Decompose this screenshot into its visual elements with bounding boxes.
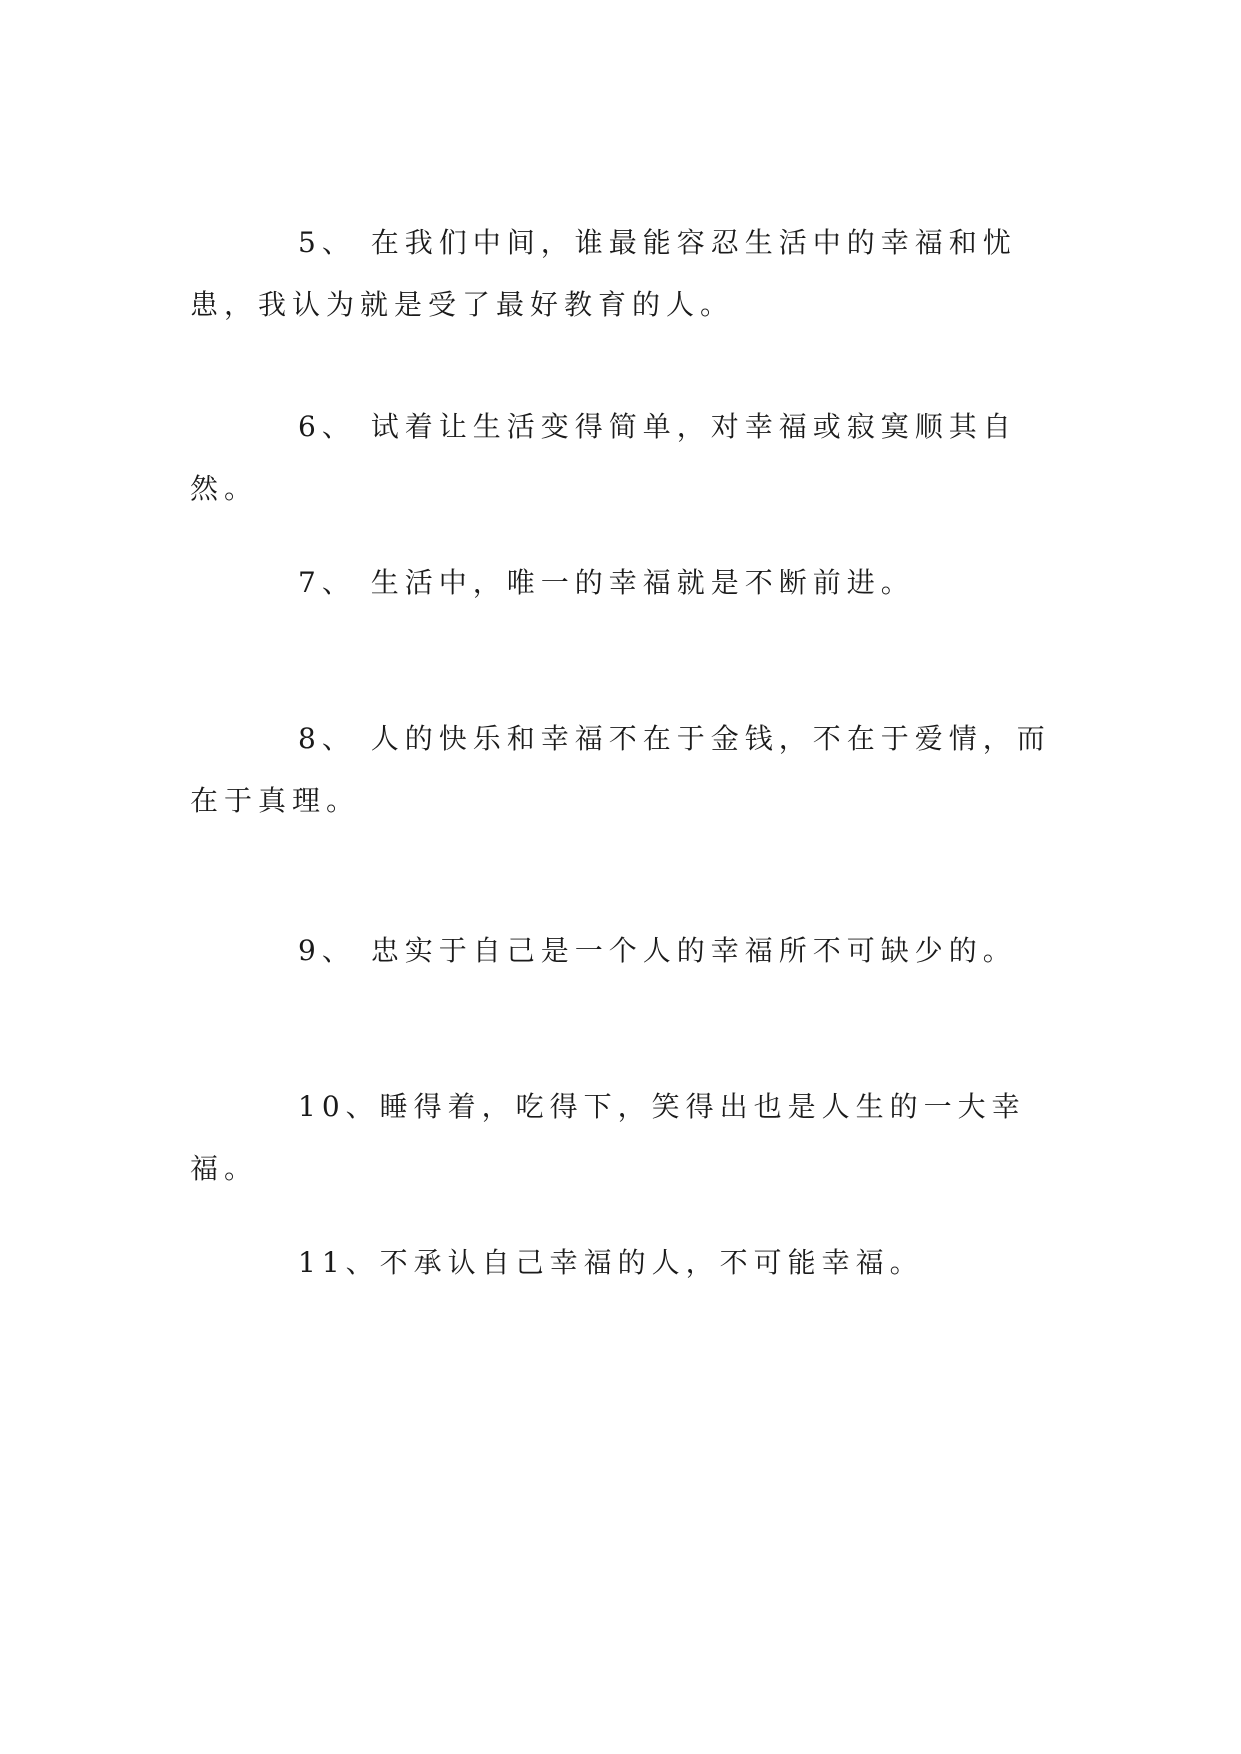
item-text: 睡得着，吃得下，笑得出也是人生的一大幸福。 — [190, 1090, 1026, 1185]
list-item — [190, 212, 1060, 336]
item-text: 试着让生活变得简单，对幸福或寂寞顺其自然。 — [190, 410, 1017, 505]
item-number: 5、 — [298, 226, 356, 259]
item-text: 忠实于自己是一个人的幸福所不可缺少的。 — [355, 934, 1017, 967]
item-text: 在我们中间，谁最能容忍生活中的幸福和忧患，我认为就是受了最好教育的人。 — [190, 226, 1017, 321]
list-item — [190, 1232, 1060, 1294]
item-number: 8、 — [298, 722, 356, 755]
item-number: 11、 — [298, 1246, 380, 1279]
list-item — [190, 1076, 1060, 1200]
item-text: 不承认自己幸福的人，不可能幸福。 — [379, 1246, 924, 1279]
item-number: 7、 — [298, 566, 356, 599]
list-item — [190, 708, 1060, 832]
item-text: 人的快乐和幸福不在于金钱，不在于爱情，而在于真理。 — [190, 722, 1051, 817]
item-number: 6、 — [298, 410, 356, 443]
item-text: 生活中，唯一的幸福就是不断前进。 — [355, 566, 915, 599]
list-item — [190, 552, 1060, 614]
list-item — [190, 396, 1060, 520]
list-item — [190, 920, 1060, 982]
item-number: 10、 — [298, 1090, 380, 1123]
item-number: 9、 — [298, 934, 356, 967]
